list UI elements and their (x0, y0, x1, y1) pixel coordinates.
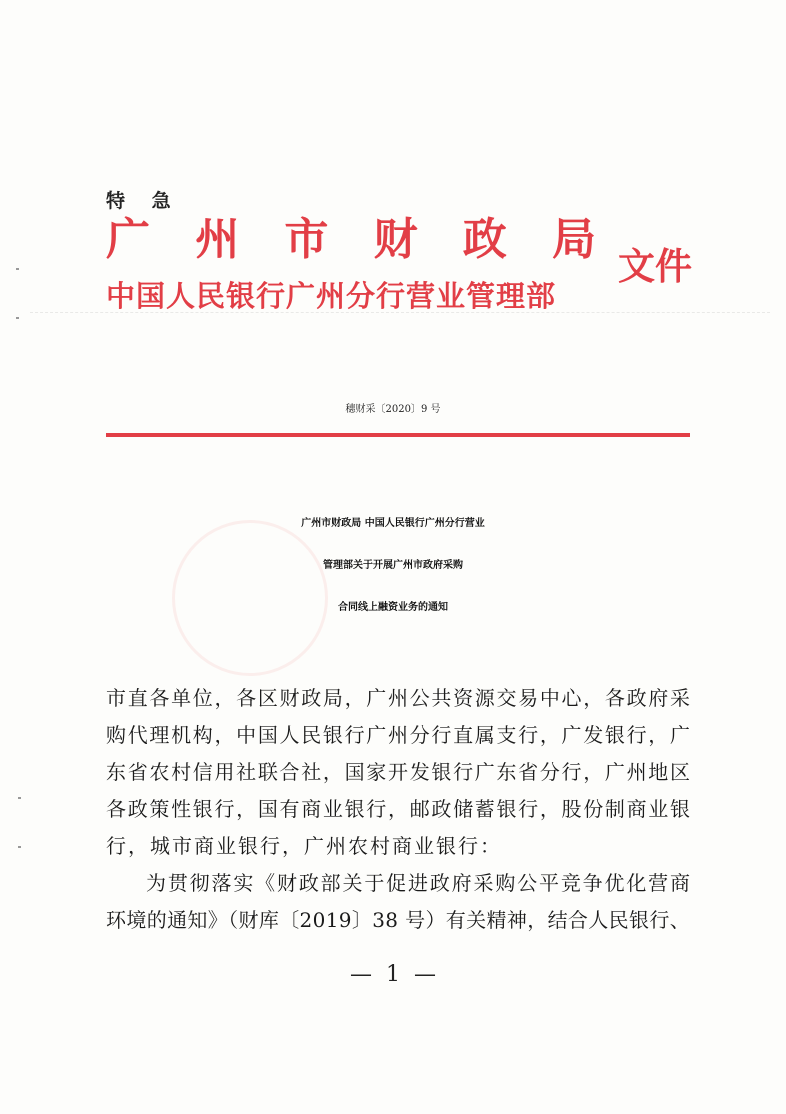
body-text-line (106, 754, 690, 790)
page-number (0, 962, 786, 987)
body-text-line (106, 865, 690, 901)
page-dash: — (414, 962, 436, 987)
document-title-line: 广州市财政局 中国人民银行广州分行营业 (301, 518, 485, 529)
issuer-pbc-guangzhou: 中国人民银行广州分行营业管理部 (106, 279, 557, 313)
page-number-value: 1 (386, 962, 400, 987)
scan-mark (16, 268, 19, 270)
body-text-line (106, 828, 690, 864)
scan-mark (16, 317, 19, 319)
scan-mark (18, 846, 21, 848)
body-text-line (106, 902, 690, 938)
document-type-label: 文件 (618, 244, 692, 288)
body-text-line (106, 717, 690, 753)
document-number: 穗财采〔2020〕9 号 (345, 404, 441, 415)
body-text: 东省农村信用社联合社，国家开发银行广东省分行，广州地区 (106, 760, 692, 784)
body-text: 市直各单位，各区财政局，广州公共资源交易中心，各政府采 (106, 686, 692, 710)
body-text: 各政策性银行，国有商业银行，邮政储蓄银行，股份制商业银 (106, 797, 692, 821)
issuer-finance-bureau (106, 212, 596, 268)
document-title-line: 管理部关于开展广州市政府采购 (323, 560, 463, 571)
body-text-line (106, 791, 690, 827)
red-separator-line (106, 433, 690, 437)
document-title-line: 合同线上融资业务的通知 (338, 602, 448, 613)
body-text: 购代理机构，中国人民银行广州分行直属支行，广发银行，广 (106, 723, 692, 747)
issuer-char: 局 (551, 214, 596, 265)
issuer-char: 市 (284, 214, 329, 265)
issuer-char: 财 (373, 214, 418, 265)
page-dash: — (350, 962, 372, 987)
body-text-line (106, 680, 690, 716)
body-text: 环境的通知》（财库〔2019〕38 号）有关精神，结合人民银行、 (106, 908, 691, 932)
scan-mark (18, 797, 21, 799)
issuer-char: 州 (195, 214, 240, 265)
urgency-label: 特 急 (106, 190, 181, 212)
body-text: 行，城市商业银行，广州农村商业银行： (106, 834, 502, 858)
body-text: 为贯彻落实《财政部关于促进政府采购公平竞争优化营商 (146, 871, 692, 895)
issuer-char: 政 (462, 214, 507, 265)
issuer-char: 广 (106, 214, 150, 265)
